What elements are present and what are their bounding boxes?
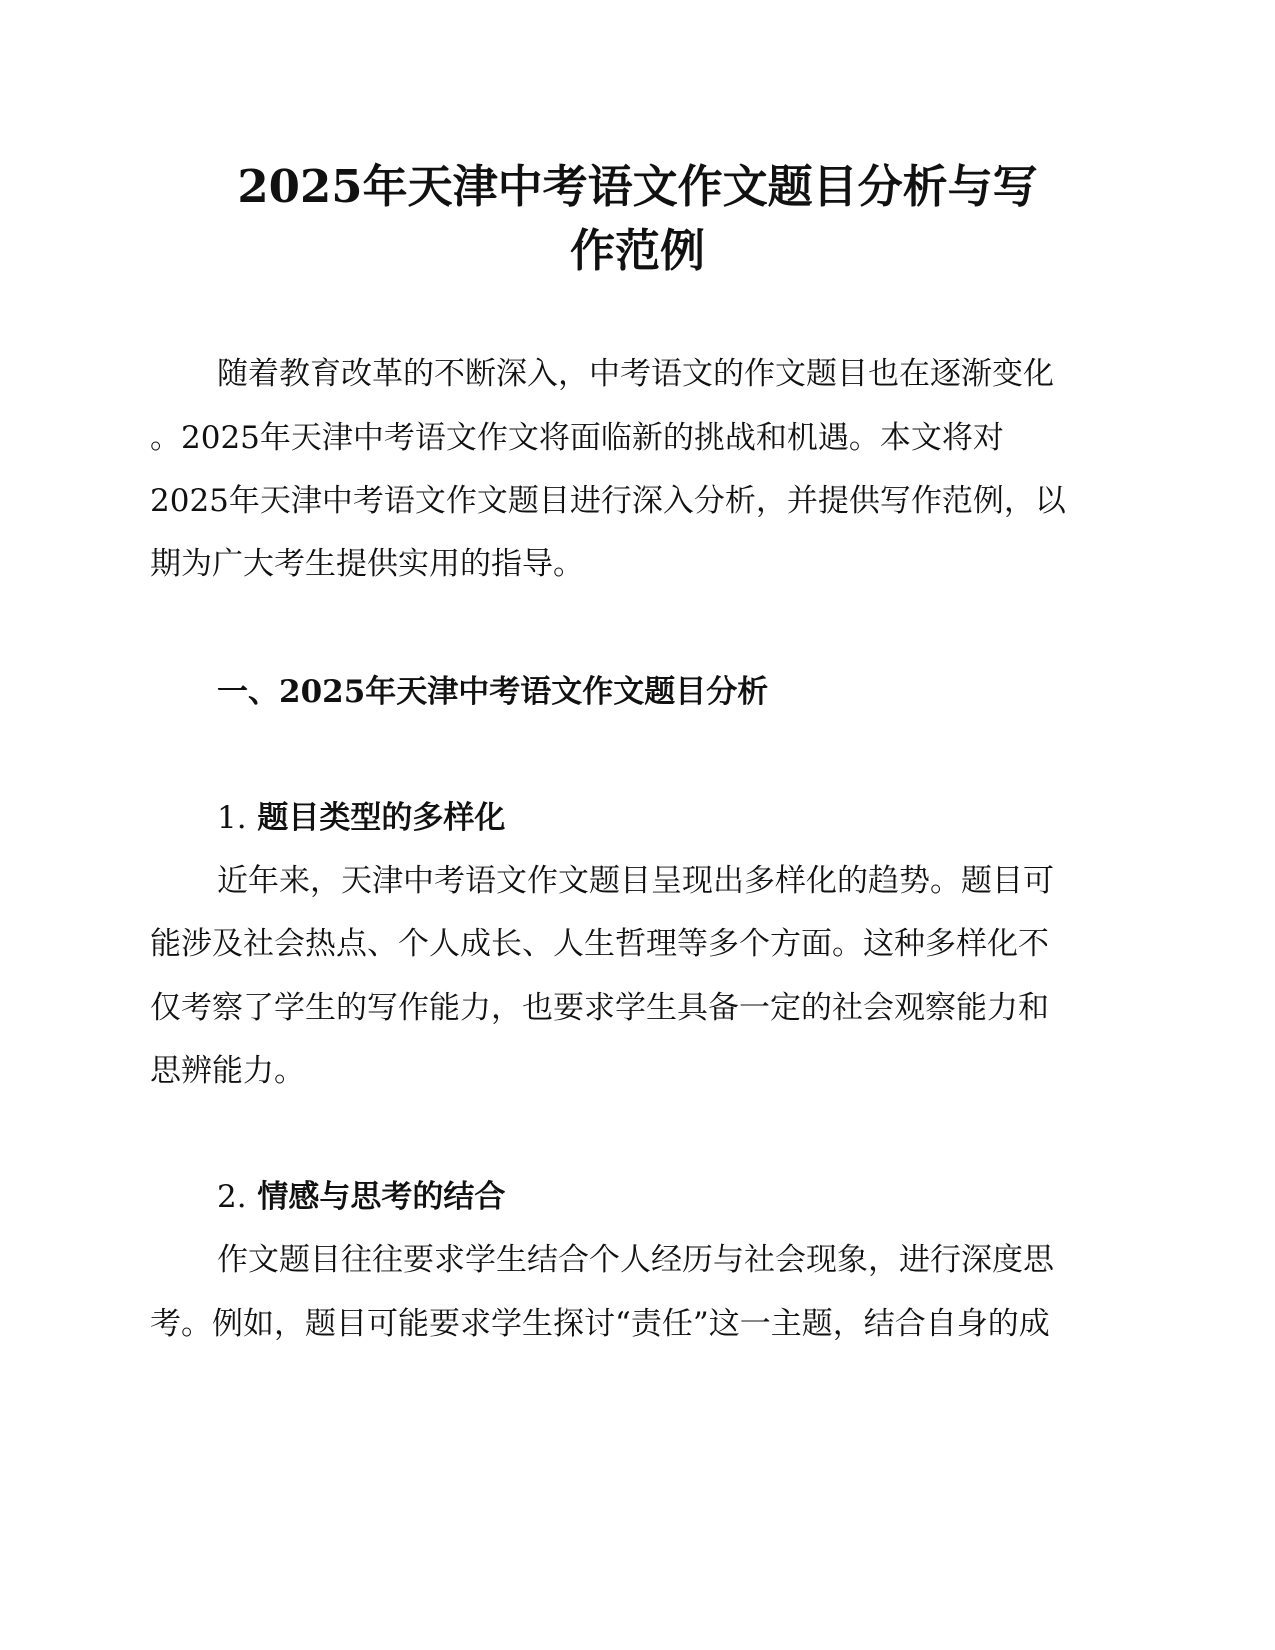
subsection-title: 题目类型的多样化	[257, 800, 506, 836]
subsection-number: 1.	[217, 800, 247, 836]
subsection-title: 情感与思考的结合	[257, 1179, 506, 1215]
document-title-line-2: 作范例	[569, 224, 705, 277]
body-line: 思辨能力。	[150, 1053, 305, 1089]
body-line: 作文题目往往要求学生结合个人经历与社会现象，进行深度思	[217, 1242, 1054, 1278]
intro-line: 2025年天津中考语文作文题目进行深入分析，并提供写作范例，以	[150, 483, 1066, 519]
body-line: 考。例如，题目可能要求学生探讨“责任”这一主题，结合自身的成	[150, 1306, 1050, 1342]
intro-line: 。2025年天津中考语文作文将面临新的挑战和机遇。本文将对	[150, 420, 1004, 456]
intro-line: 期为广大考生提供实用的指导。	[150, 546, 584, 582]
document-title-line-1: 2025年天津中考语文作文题目分析与写	[237, 160, 1038, 213]
subsection-heading	[217, 1177, 1192, 1217]
subsection-heading	[217, 798, 1192, 838]
intro-line: 随着教育改革的不断深入，中考语文的作文题目也在逐渐变化	[217, 356, 1054, 392]
body-line: 近年来，天津中考语文作文题目呈现出多样化的趋势。题目可	[217, 863, 1054, 899]
subsection-number: 2.	[217, 1179, 247, 1215]
body-line: 能涉及社会热点、个人成长、人生哲理等多个方面。这种多样化不	[150, 926, 1049, 962]
section-heading: 一、2025年天津中考语文作文题目分析	[217, 674, 769, 710]
body-line: 仅考察了学生的写作能力，也要求学生具备一定的社会观察能力和	[150, 990, 1049, 1026]
